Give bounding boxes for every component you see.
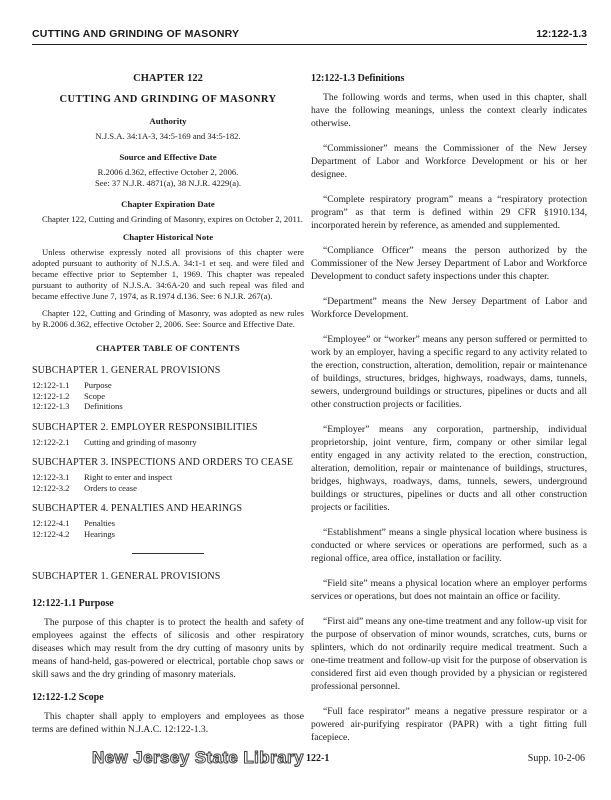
- page-number: 122-1: [306, 753, 330, 764]
- toc-subchapter-heading: SUBCHAPTER 1. GENERAL PROVISIONS: [32, 365, 221, 376]
- scope-heading: 12:122-1.2 Scope: [32, 692, 104, 703]
- definition-paragraph: “Employee” or “worker” means any person suffered or permitted to work by an employer, having a specific regard to any activity related to the erection, construction, alteration, demolition, repair or maintenance of buildings, structures, bridges, highways, roadways, dams, tunnels, sewers, underground buildings or structures, pipelines or ducts and all other construction projects or facilities.: [311, 334, 587, 410]
- toc-item: [32, 391, 304, 402]
- running-header: [32, 28, 587, 44]
- toc-item-number: 12:122-3.1: [32, 472, 70, 482]
- definition-paragraph: “First aid” means any one-time treatment and any follow-up visit for the purpose of observation of minor wounds, scratches, cuts, burns or splinters, which do not ordinarily require medical treatment. Such a one-time treatment and follow-up visit for the purpose of observation is considered first aid even though provided by a physician or registered professional personnel.: [311, 616, 587, 692]
- toc-list: [32, 437, 304, 448]
- toc-item-label: Right to enter and inspect: [84, 472, 173, 482]
- source-line-1: R.2006 d.362, effective October 2, 2006.: [97, 167, 239, 177]
- definition-paragraph: “Complete respiratory program” means a “respiratory protection program” as that term is defined within 29 CFR §1910.134, incorporated herein by reference, as amended and supplemented.: [311, 194, 587, 231]
- source-line-2: See: 37 N.J.R. 4871(a), 38 N.J.R. 4229(a).: [94, 178, 242, 188]
- toc-item-label: Orders to cease: [84, 482, 137, 493]
- toc-item: [32, 437, 304, 448]
- right-column: [311, 72, 587, 756]
- expiration-heading: Chapter Expiration Date: [121, 199, 215, 209]
- toc-item-label: Scope: [84, 390, 106, 401]
- history-paragraph-2: Chapter 122, Cutting and Grinding of Masonry, was adopted as new rules by R.2006 d.362, effective October 2, 2006. See: Source and Effective Date.: [32, 308, 304, 329]
- left-column: [32, 72, 304, 746]
- authority-heading: Authority: [149, 116, 187, 126]
- purpose-paragraph: The purpose of this chapter is to protect the health and safety of employees against the effects of silicosis and other respiratory diseases which may result from the dry cutting of masonry units by means of hand-held, gas-powered or electrical, portable chop saws or skill saws and the dry grinding of masonry materials.: [32, 617, 304, 680]
- toc-subchapter-heading: SUBCHAPTER 4. PENALTIES AND HEARINGS: [32, 503, 243, 514]
- page-footer: [0, 748, 611, 778]
- toc-item: [32, 472, 304, 483]
- section-divider: [132, 553, 204, 554]
- toc-title: CHAPTER TABLE OF CONTENTS: [96, 343, 240, 353]
- definition-paragraph: “Department” means the New Jersey Department of Labor and Workforce Development.: [311, 296, 587, 320]
- definition-paragraph: “Employer” means any corporation, partnership, individual proprietorship, joint venture, firm, company or other similar legal entity engaged in any activity related to the erection, construction, alteration, demolition, repair or maintenance of buildings, structures, bridges, highways, roadways, dams, tunnels, sewers, underground buildings or structures, pipelines or ducts and all other construction projects or facilities.: [311, 424, 587, 513]
- source-heading: Source and Effective Date: [119, 152, 217, 162]
- definition-paragraph: The following words and terms, when used in this chapter, shall have the following meanings, unless the context clearly indicates otherwise.: [311, 92, 587, 129]
- purpose-heading: 12:122-1.1 Purpose: [32, 598, 114, 609]
- toc-item: [32, 529, 304, 540]
- subchapter-heading: SUBCHAPTER 1. GENERAL PROVISIONS: [32, 571, 221, 582]
- expiration-text: Chapter 122, Cutting and Grinding of Masonry, expires on October 2, 2011.: [42, 214, 303, 224]
- definitions-heading: 12:122-1.3 Definitions: [311, 73, 405, 84]
- toc-item: [32, 401, 304, 412]
- definition-paragraph: “Establishment” means a single physical location where business is conducted or where services or operations are performed, such as a regional office, area office, installation or facility.: [311, 527, 587, 564]
- definition-paragraph: “Field site” means a physical location where an employer performs services or operations, but does not maintain an office or facility.: [311, 578, 587, 602]
- definition-paragraph: “Commissioner” means the Commissioner of the New Jersey Department of Labor and Workforce Development or his or her designee.: [311, 143, 587, 180]
- scope-paragraph: This chapter shall apply to employers and employees as those terms are defined within N.J.A.C. 12:122-1.3.: [32, 711, 304, 735]
- authority-text: N.J.S.A. 34:1A-3, 34:5-169 and 34:5-182.: [95, 131, 241, 141]
- toc-item-label: Penalties: [84, 518, 116, 528]
- toc-item: [32, 483, 304, 494]
- toc-item-number: 12:122-4.2: [32, 528, 70, 539]
- library-watermark: New Jersey State Library: [92, 748, 304, 767]
- toc-item-label: Purpose: [84, 380, 112, 390]
- chapter-title: CUTTING AND GRINDING OF MASONRY: [59, 94, 277, 105]
- history-heading: Chapter Historical Note: [122, 232, 214, 242]
- history-paragraph-1: Unless otherwise expressly noted all provisions of this chapter were adopted pursuant to authority of N.J.S.A. 34:1-1 et seq. and were filed and became effective prior to September 1, 1969. This chapter was repealed pursuant to authority of N.J.S.A. 34:6A-20 and such repeal was filed and became effective June 7, 1974, as R.1974 d.136. See: 6 N.J.R. 267(a).: [32, 247, 304, 301]
- toc-list: [32, 472, 304, 493]
- supplement-date: Supp. 10-2-06: [527, 753, 585, 764]
- toc-item-number: 12:122-1.1: [32, 380, 70, 390]
- toc-item-number: 12:122-4.1: [32, 518, 70, 528]
- chapter-number: CHAPTER 122: [133, 73, 203, 84]
- running-header-title: CUTTING AND GRINDING OF MASONRY: [32, 28, 240, 40]
- toc-list: [32, 518, 304, 539]
- toc-subchapter-heading: SUBCHAPTER 3. INSPECTIONS AND ORDERS TO CEASE: [32, 457, 294, 468]
- toc-item-number: 12:122-1.3: [32, 401, 70, 411]
- toc-item-number: 12:122-1.2: [32, 390, 70, 401]
- definition-paragraph: “Compliance Officer” means the person authorized by the Commissioner of the New Jersey Department of Labor and Workforce Development to conduct safety inspections under this chapter.: [311, 245, 587, 282]
- toc-item-label: Definitions: [84, 401, 123, 411]
- header-rule: [32, 44, 587, 45]
- running-header-section: 12:122-1.3: [536, 28, 587, 40]
- toc-item: [32, 518, 304, 529]
- toc-item-number: 12:122-3.2: [32, 482, 70, 493]
- toc-list: [32, 380, 304, 412]
- toc-item-label: Hearings: [84, 528, 116, 539]
- toc-subchapter-heading: SUBCHAPTER 2. EMPLOYER RESPONSIBILITIES: [32, 421, 258, 433]
- toc-item-number: 12:122-2.1: [32, 436, 70, 447]
- definition-paragraph: “Full face respirator” means a negative pressure respirator or a powered air-purifying respirator (PAPR) with a tight fitting full facepiece.: [311, 706, 587, 743]
- toc-item: [32, 380, 304, 391]
- toc-item-label: Cutting and grinding of masonry: [84, 436, 197, 447]
